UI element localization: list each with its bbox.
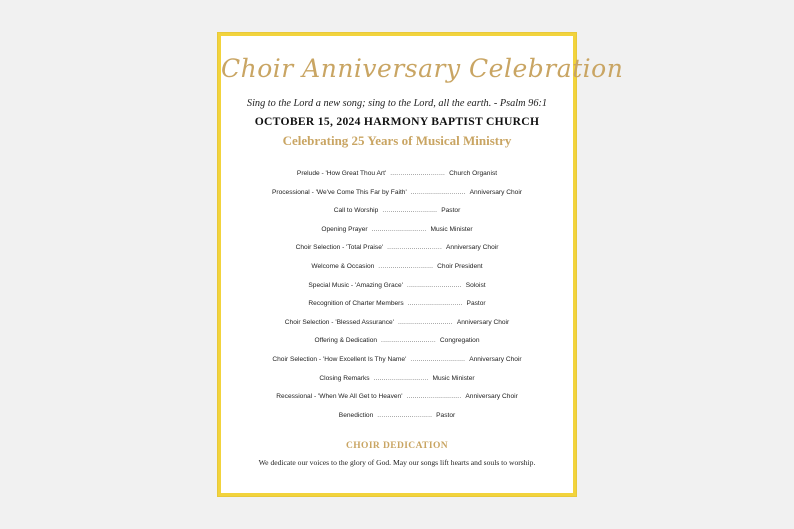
program-item-title: Recognition of Charter Members <box>308 300 404 308</box>
program-item-role: Anniversary Choir <box>469 355 522 363</box>
program-item-leader-dots: ........................... <box>381 337 436 345</box>
program-item-role: Anniversary Choir <box>446 244 499 252</box>
program-item <box>221 333 573 352</box>
program-list <box>221 166 573 426</box>
program-item-title: Processional - 'We've Come This Far by Faith' <box>271 188 407 196</box>
program-item-title: Recessional - 'When We All Get to Heaven' <box>276 393 403 401</box>
program-item-leader-dots: ........................... <box>387 244 442 252</box>
program-item-title: Closing Remarks <box>319 374 370 382</box>
program-item-leader-dots: ........................... <box>377 411 433 419</box>
program-item-title: Benediction <box>338 411 374 419</box>
program-item-role: Congregation <box>439 337 480 345</box>
program-item <box>221 296 573 315</box>
date-and-church: OCTOBER 15, 2024 HARMONY BAPTIST CHURCH <box>254 115 540 128</box>
page-title: Choir Anniversary Celebration <box>221 54 624 83</box>
program-item-role: Anniversary Choir <box>465 393 518 401</box>
program-item-role: Music Minister <box>430 225 473 233</box>
program-item-leader-dots: ........................... <box>410 355 466 363</box>
program-item-title: Choir Selection - 'Blessed Assurance' <box>284 318 394 326</box>
program-item <box>221 203 573 222</box>
program-item-leader-dots: ........................... <box>410 188 466 196</box>
program-item-leader-dots: ........................... <box>406 393 462 401</box>
subtitle: Celebrating 25 Years of Musical Ministry <box>282 133 512 148</box>
program-item <box>221 259 573 278</box>
program-item-role: Pastor <box>441 207 461 215</box>
program-item-leader-dots: ........................... <box>382 207 438 215</box>
program-item-title: Opening Prayer <box>321 225 368 233</box>
program-item-role: Pastor <box>436 411 456 419</box>
program-item <box>221 389 573 408</box>
program-item-title: Prelude - 'How Great Thou Art' <box>296 170 387 177</box>
program-item-leader-dots: ........................... <box>406 281 462 289</box>
program-item-leader-dots: ........................... <box>373 374 429 382</box>
program-item-leader-dots: ........................... <box>371 225 427 233</box>
program-item-leader-dots: ........................... <box>390 170 446 177</box>
program-item-role: Church Organist <box>449 170 498 177</box>
program-item-role: Pastor <box>466 300 486 308</box>
program-item-leader-dots: ........................... <box>378 262 434 270</box>
program-item-role: Anniversary Choir <box>456 318 510 326</box>
program-item <box>221 352 573 371</box>
program-item <box>221 240 573 259</box>
program-item <box>221 371 573 390</box>
dedication-text: We dedicate our voices to the glory of God. May our songs lift hearts and souls to worship. <box>258 458 536 467</box>
program-item-title: Welcome & Occasion <box>311 262 375 270</box>
program-item-title: Offering & Dedication <box>314 337 378 345</box>
program-item <box>221 166 573 185</box>
program-item-role: Music Minister <box>432 374 475 382</box>
program-item-role: Soloist <box>465 281 486 289</box>
program-item-leader-dots: ........................... <box>407 300 463 308</box>
program-item-role: Anniversary Choir <box>469 188 522 196</box>
program-page <box>218 33 624 496</box>
program-item-title: Call to Worship <box>333 207 379 215</box>
program-item-leader-dots: ........................... <box>397 318 453 326</box>
program-item-role: Choir President <box>437 262 483 270</box>
program-item <box>221 222 573 241</box>
scripture-verse: Sing to the Lord a new song; sing to the Lord, all the earth. - Psalm 96:1 <box>246 98 548 109</box>
program-item-title: Special Music - 'Amazing Grace' <box>308 281 403 289</box>
program-item <box>221 278 573 297</box>
program-item <box>221 185 573 204</box>
program-item-title: Choir Selection - 'How Excellent Is Thy Name' <box>272 355 407 363</box>
program-item <box>221 315 573 334</box>
program-item-title: Choir Selection - 'Total Praise' <box>295 244 384 252</box>
program-item <box>221 408 573 427</box>
dedication-heading: CHOIR DEDICATION <box>345 441 449 451</box>
